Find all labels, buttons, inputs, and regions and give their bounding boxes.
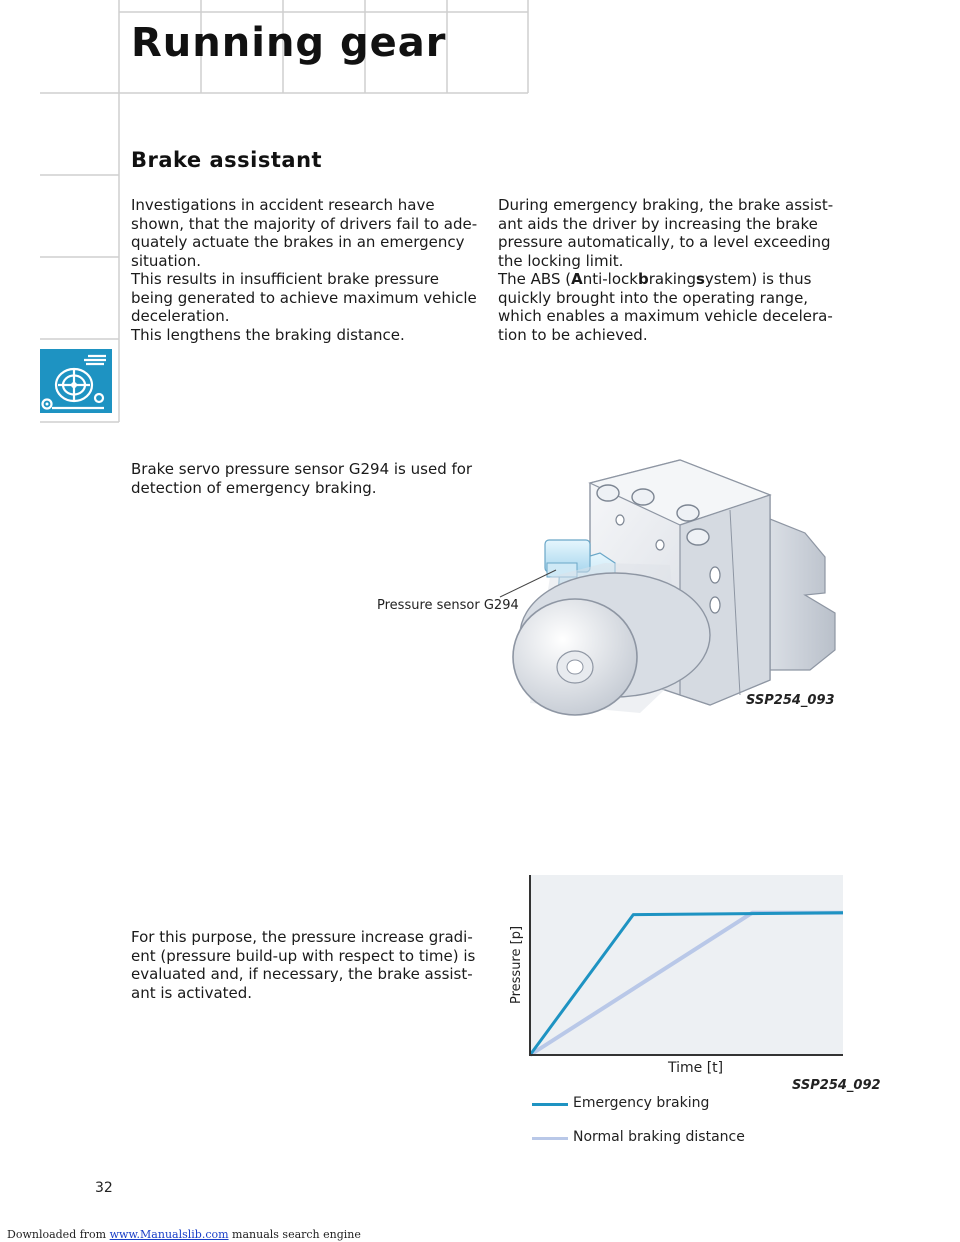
note-prefix: Downloaded from [7,1228,110,1241]
section-title: Brake assistant [131,148,323,172]
chart-figure-code: SSP254_092 [792,1078,881,1093]
text-line: For this purpose, the pressure increase gradi- [131,928,473,946]
download-note [7,1228,361,1241]
text-fragment: nti-lock [582,270,638,288]
text-line: pressure automatically, to a level exceeding [498,233,831,251]
plot-area [530,875,843,1055]
text-line: ant aids the driver by increasing the brake [498,214,818,233]
legend-label-emergency: Emergency braking [573,1095,710,1111]
y-axis-label: Pressure [p] [509,925,524,1005]
text-line: detection of emergency braking. [131,478,377,497]
text-line: Brake servo pressure sensor G294 is used for [131,460,473,478]
text-line: This results in insufficient brake pressure [131,270,439,288]
text-line: quately actuate the brakes in an emergency [131,233,465,251]
text-line: evaluated and, if necessary, the brake assist- [131,965,473,983]
intro-paragraph-right [498,196,833,344]
text-line: situation. [131,251,202,270]
gradient-paragraph [131,928,475,1002]
text-fragment: ystem) is thus [704,270,812,288]
abs-letter-b: b [637,270,649,288]
figure-code: SSP254_093 [746,693,835,708]
manualslib-link[interactable]: www.Manualslib.com [109,1228,229,1241]
text-line: deceleration. [131,307,230,325]
text-line: which enables a maximum vehicle decelera- [498,307,833,325]
abs-unit-illustration [370,445,860,735]
text-line: quickly brought into the operating range, [498,288,809,307]
text-fragment: raking [648,270,696,288]
steering-wheel-icon [40,349,112,413]
text-fragment: The ABS ( [498,270,572,288]
abs-letter-a: A [571,270,583,288]
legend-swatch-normal [532,1137,568,1140]
text-line: being generated to achieve maximum vehicle [131,288,477,307]
text-line: This lengthens the braking distance. [131,325,405,344]
abs-letter-s: s [695,270,705,288]
text-line: tion to be achieved. [498,325,648,344]
text-line: ent (pressure build-up with respect to time) is [131,946,476,965]
page-title: Running gear [131,20,447,66]
page-number: 32 [95,1180,113,1196]
text-line: During emergency braking, the brake assist- [498,196,834,214]
intro-paragraph-left [131,196,477,344]
legend-label-normal: Normal braking distance [573,1129,745,1145]
text-line: ant is activated. [131,983,253,1002]
x-axis-label: Time [t] [668,1060,724,1076]
legend-swatch-emergency [532,1103,568,1106]
text-line: shown, that the majority of drivers fail to ade- [131,214,478,233]
text-line: Investigations in accident research have [131,196,435,214]
pressure-time-chart [500,870,860,1070]
sensor-label: Pressure sensor G294 [377,598,519,613]
abs-line [498,270,833,289]
text-line: the locking limit. [498,251,624,270]
note-suffix: manuals search engine [228,1228,361,1241]
